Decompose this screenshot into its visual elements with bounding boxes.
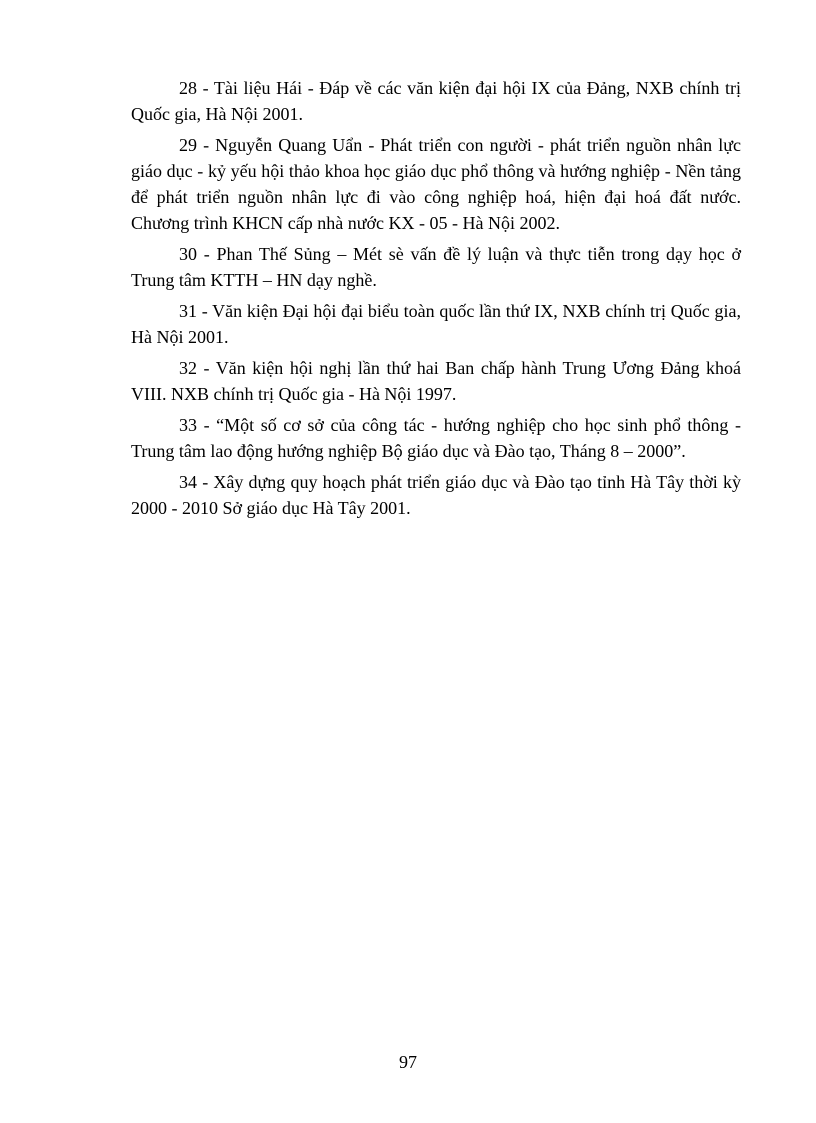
reference-item-32: 32 - Văn kiện hội nghị lần thứ hai Ban chấp hành Trung Ương Đảng khoá VIII. NXB chính trị Quốc gia - Hà Nội 1997. xyxy=(131,358,741,404)
reference-item-29: 29 - Nguyễn Quang Uẩn - Phát triển con người - phát triển nguồn nhân lực giáo dục - kỷ yếu hội thảo khoa học giáo dục phổ thông và hướng nghiệp - Nền tảng để phát triển nguồn nhân lực đi vào công nghiệp hoá, hiện đại hoá đất nước. Chương trình KHCN cấp nhà nước KX - 05 - Hà Nội 2002. xyxy=(131,135,741,233)
reference-list xyxy=(131,75,741,526)
page-number: 97 xyxy=(399,1052,417,1072)
reference-item-33: 33 - “Một số cơ sở của công tác - hướng nghiệp cho học sinh phổ thông - Trung tâm lao động hướng nghiệp Bộ giáo dục và Đào tạo, Tháng 8 – 2000”. xyxy=(131,415,741,461)
reference-item-31: 31 - Văn kiện Đại hội đại biểu toàn quốc lần thứ IX, NXB chính trị Quốc gia, Hà Nội 2001. xyxy=(131,301,741,347)
reference-item-30: 30 - Phan Thế Sủng – Mét sè vấn đề lý luận và thực tiễn trong dạy học ở Trung tâm KTTH – HN dạy nghề. xyxy=(131,244,741,290)
reference-item-34: 34 - Xây dựng quy hoạch phát triển giáo dục và Đào tạo tỉnh Hà Tây thời kỳ 2000 - 2010 Sở giáo dục Hà Tây 2001. xyxy=(131,472,741,518)
reference-item-28: 28 - Tài liệu Hái - Đáp về các văn kiện đại hội IX của Đảng, NXB chính trị Quốc gia, Hà Nội 2001. xyxy=(131,78,741,124)
